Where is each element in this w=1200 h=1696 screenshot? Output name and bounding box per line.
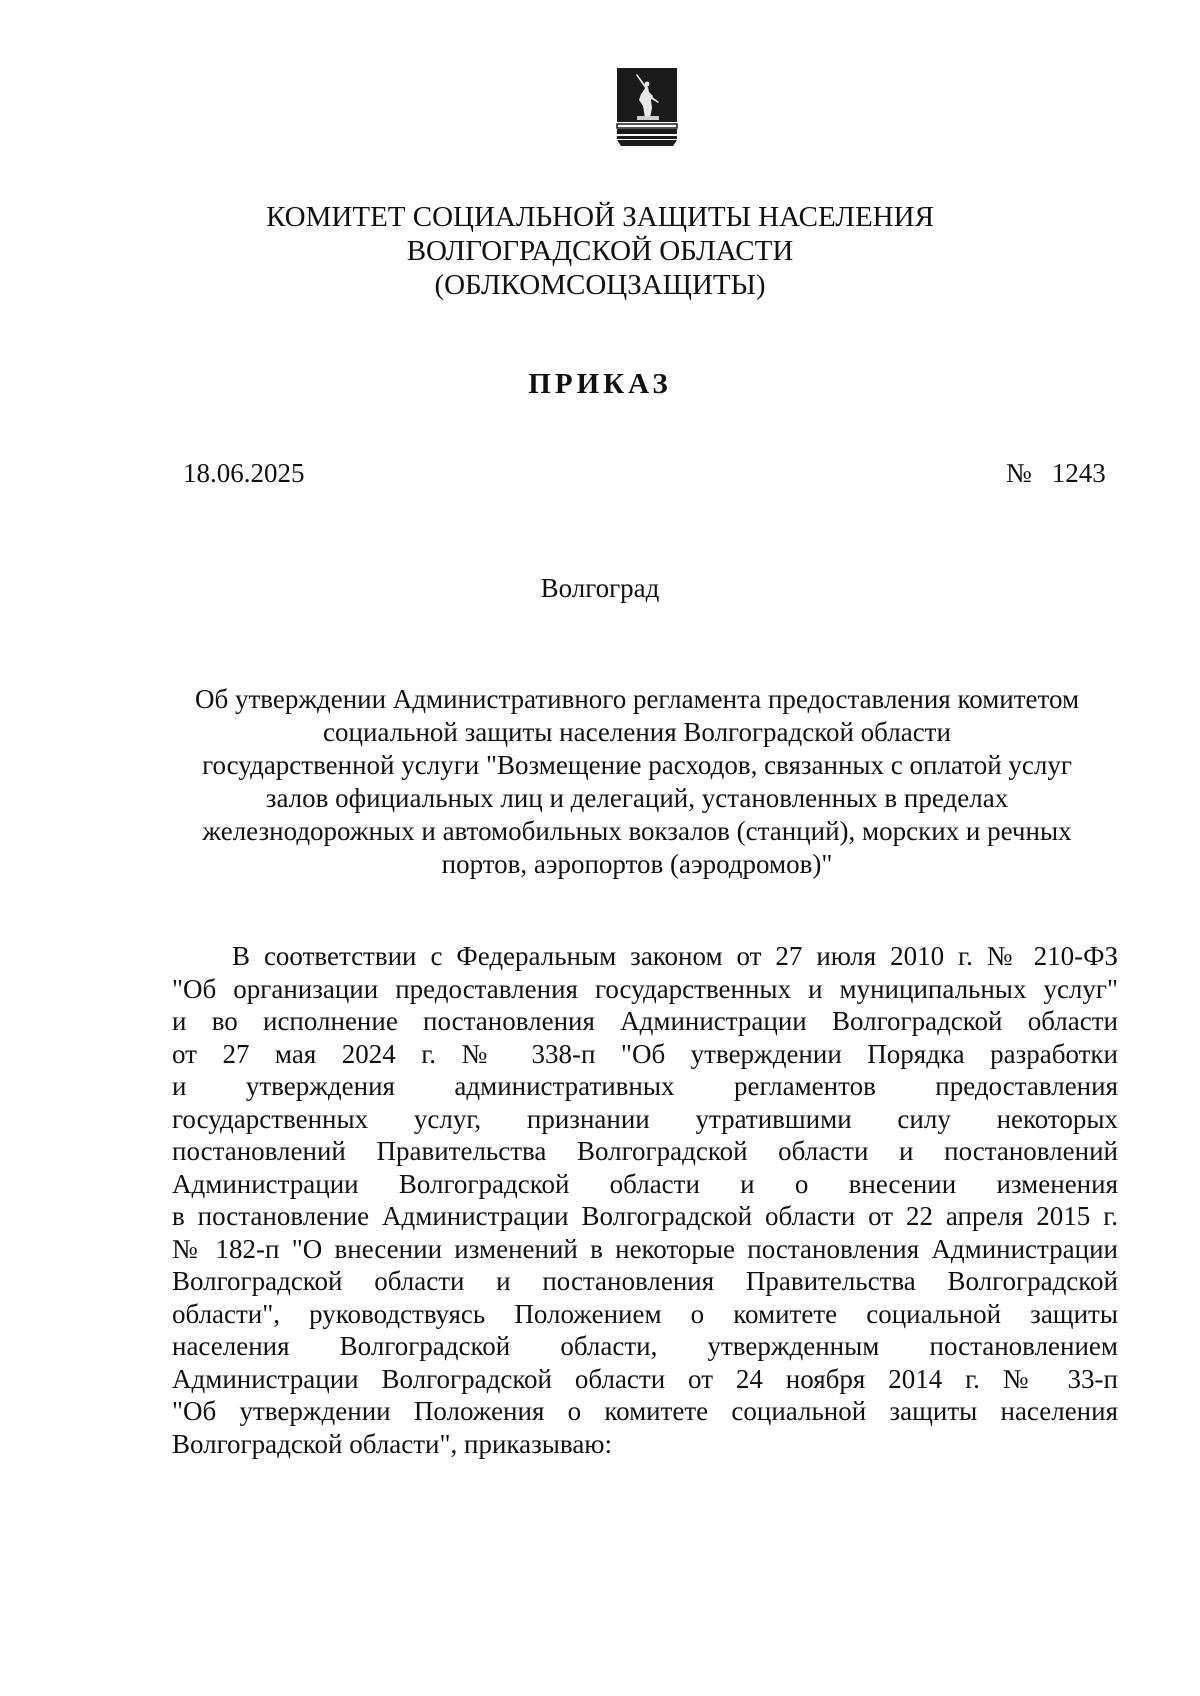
body-line: и утверждения административных регламентов предоставления — [172, 1071, 1118, 1101]
body-line: Администрации Волгоградской области от 24 ноября 2014 г. № 33-п — [172, 1363, 1118, 1394]
title-line: залов официальных лиц и делегаций, установленных в пределах — [265, 783, 1009, 813]
document-number-value: 1243 — [1051, 458, 1106, 488]
body-line: области", руководствуясь Положением о комитете социальной защиты — [172, 1298, 1118, 1329]
body-line: В соответствии с Федеральным законом от 27 июля 2010 г. № 210-ФЗ — [232, 941, 1118, 971]
body-line: и во исполнение постановления Администрации Волгоградской области — [172, 1006, 1118, 1036]
organization-name-line-1: КОМИТЕТ СОЦИАЛЬНОЙ ЗАЩИТЫ НАСЕЛЕНИЯ — [266, 201, 934, 233]
preamble-paragraph — [172, 940, 1118, 1460]
title-line: Об утверждении Административного регламента предоставления комитетом — [194, 684, 1080, 714]
body-line: Волгоградской области", приказываю: — [172, 1428, 612, 1459]
document-city: Волгоград — [540, 573, 660, 603]
title-line: государственной услуги "Возмещение расходов, связанных с оплатой услуг — [202, 750, 1072, 780]
body-line: постановлений Правительства Волгоградской области и постановлений — [172, 1136, 1118, 1166]
body-line: от 27 мая 2024 г. № 338-п "Об утверждении Порядка разработки — [172, 1038, 1118, 1069]
body-line: № 182-п "О внесении изменений в некоторые постановления Администрации — [172, 1233, 1118, 1264]
body-line: населения Волгоградской области, утвержденным постановлением — [172, 1331, 1118, 1361]
body-line: в постановление Администрации Волгоградской области от 22 апреля 2015 г. — [172, 1201, 1118, 1231]
volgograd-coat-of-arms-icon — [615, 66, 679, 148]
document-type-heading: ПРИКАЗ — [528, 368, 672, 400]
body-line: Администрации Волгоградской области и о внесении изменения — [172, 1168, 1118, 1199]
title-line: социальной защиты населения Волгоградской области — [323, 717, 951, 747]
document-date: 18.06.2025 — [183, 458, 305, 488]
body-line: государственных услуг, признании утратившими силу некоторых — [172, 1103, 1118, 1134]
document-title — [140, 683, 1134, 881]
title-line: портов, аэропортов (аэродромов)" — [441, 849, 833, 879]
organization-header — [0, 200, 1200, 302]
body-line: "Об организации предоставления государственных и муниципальных услуг" — [172, 973, 1118, 1004]
document-number — [1006, 458, 1106, 489]
organization-name-line-2: ВОЛГОГРАДСКОЙ ОБЛАСТИ — [406, 235, 794, 267]
body-line: Волгоградской области и постановления Правительства Волгоградской — [172, 1266, 1118, 1296]
number-sign: № — [1006, 458, 1032, 488]
title-line: железнодорожных и автомобильных вокзалов (станций), морских и речных — [202, 816, 1072, 846]
body-line: "Об утверждении Положения о комитете социальной защиты населения — [172, 1396, 1118, 1426]
organization-abbreviation: (ОБЛКОМСОЦЗАЩИТЫ) — [434, 269, 766, 301]
